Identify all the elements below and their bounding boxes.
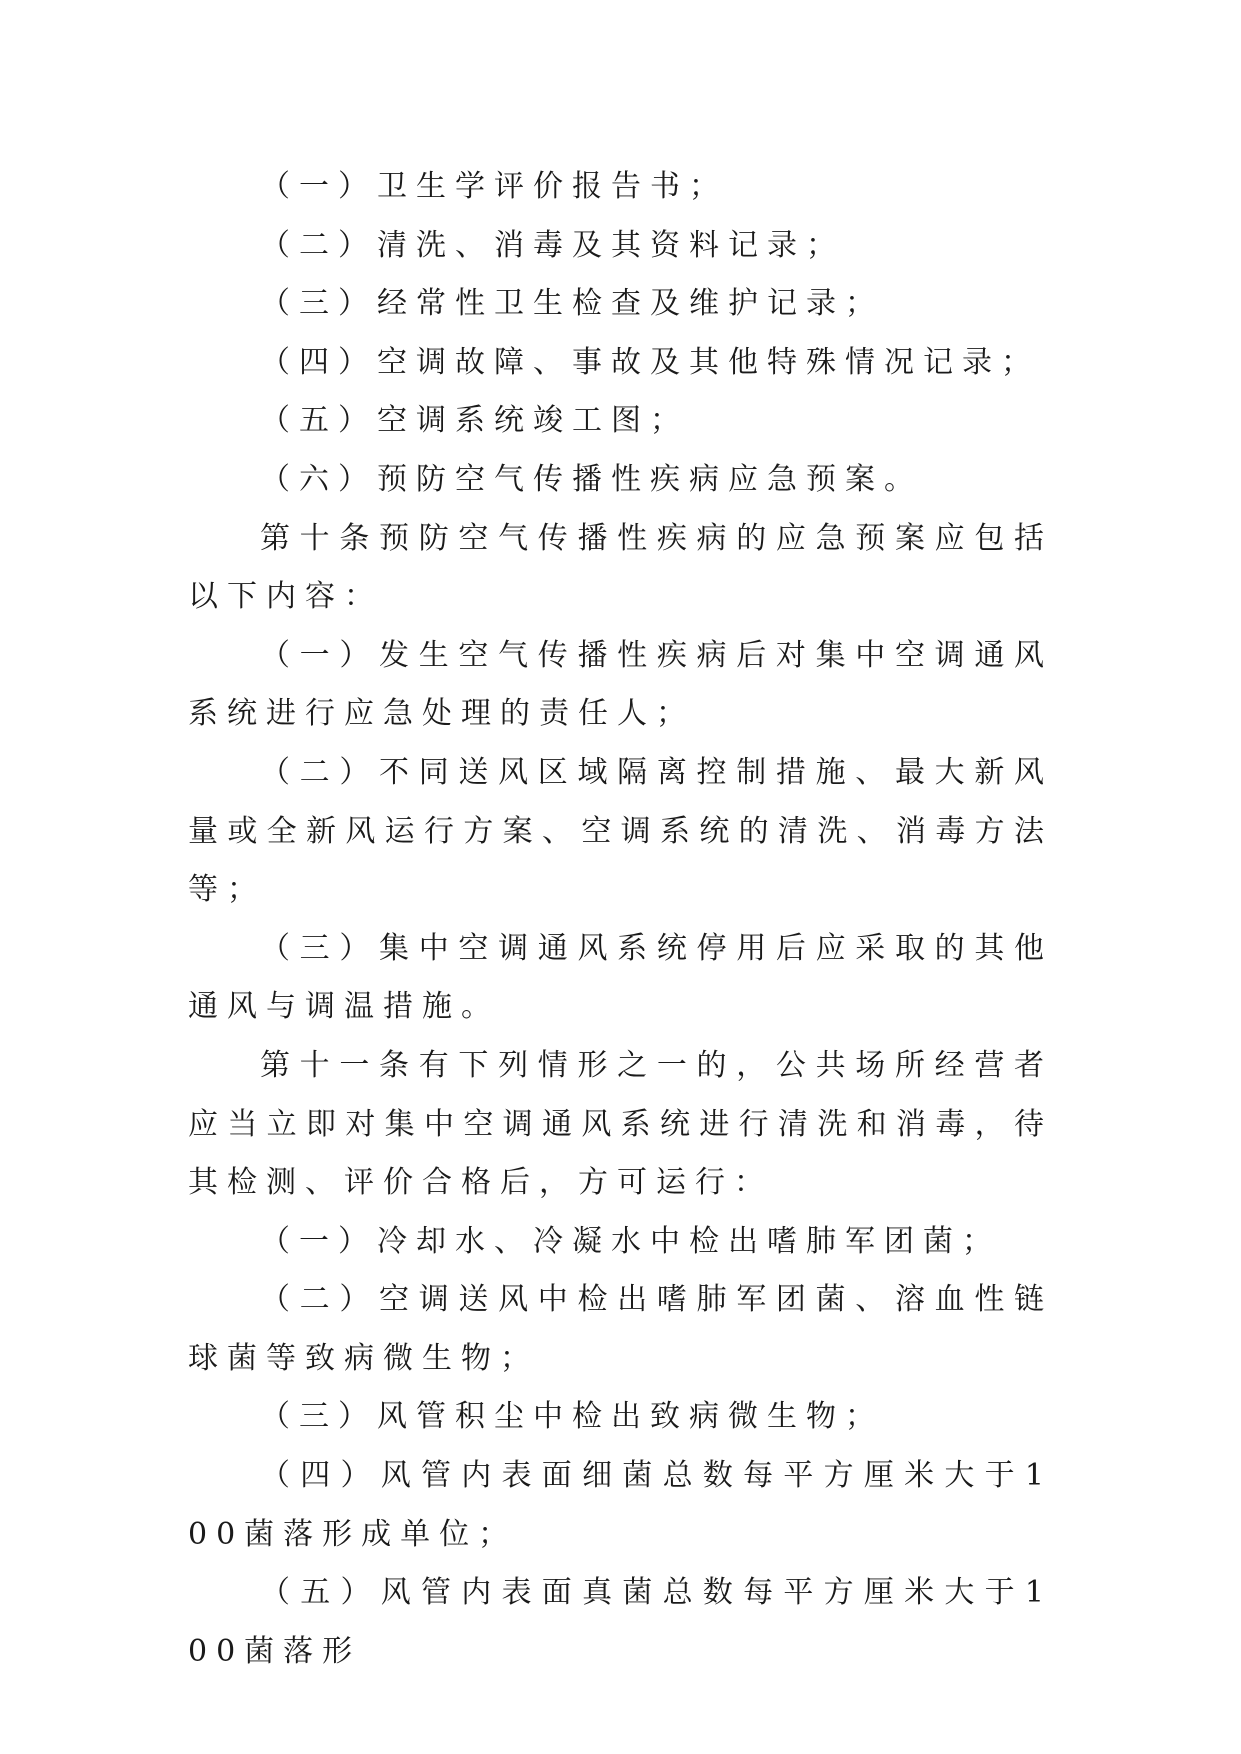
paragraph-item-6: （六）预防空气传播性疾病应急预案。: [260, 461, 923, 497]
document-body: [188, 158, 1053, 1681]
paragraph-item-5: （五）空调系统竣工图；: [260, 403, 689, 439]
article-11-item-4: （四）风管内表面细菌总数每平方厘米大于100菌落形成单位；: [188, 1458, 1053, 1552]
article-10-item-3: （三）集中空调通风系统停用后应采取的其他通风与调温措施。: [188, 930, 1053, 1025]
article-11-item-2: （二）空调送风中检出嗜肺军团菌、溶血性链球菌等致病微生物；: [188, 1282, 1053, 1376]
article-10-item-2: （二）不同送风区域隔离控制措施、最大新风量或全新风运行方案、空调系统的清洗、消毒方法等；: [188, 754, 1053, 908]
article-10: 第十条预防空气传播性疾病的应急预案应包括以下内容：: [188, 520, 1053, 615]
article-11-item-5: （五）风管内表面真菌总数每平方厘米大于100菌落形: [188, 1575, 1053, 1669]
article-11-item-3: （三）风管积尘中检出致病微生物；: [260, 1399, 884, 1435]
article-10-item-1: （一）发生空气传播性疾病后对集中空调通风系统进行应急处理的责任人；: [188, 637, 1053, 732]
article-11-item-1: （一）冷却水、冷凝水中检出嗜肺军团菌；: [260, 1223, 1001, 1259]
paragraph-item-1: （一）卫生学评价报告书；: [260, 169, 728, 204]
article-11: 第十一条有下列情形之一的，公共场所经营者应当立即对集中空调通风系统进行清洗和消毒，待其检测、评价合格后，方可运行：: [188, 1047, 1053, 1201]
paragraph-item-2: （二）清洗、消毒及其资料记录；: [260, 227, 845, 263]
paragraph-item-3: （三）经常性卫生检查及维护记录；: [260, 286, 884, 322]
paragraph-item-4: （四）空调故障、事故及其他特殊情况记录；: [260, 344, 1040, 380]
